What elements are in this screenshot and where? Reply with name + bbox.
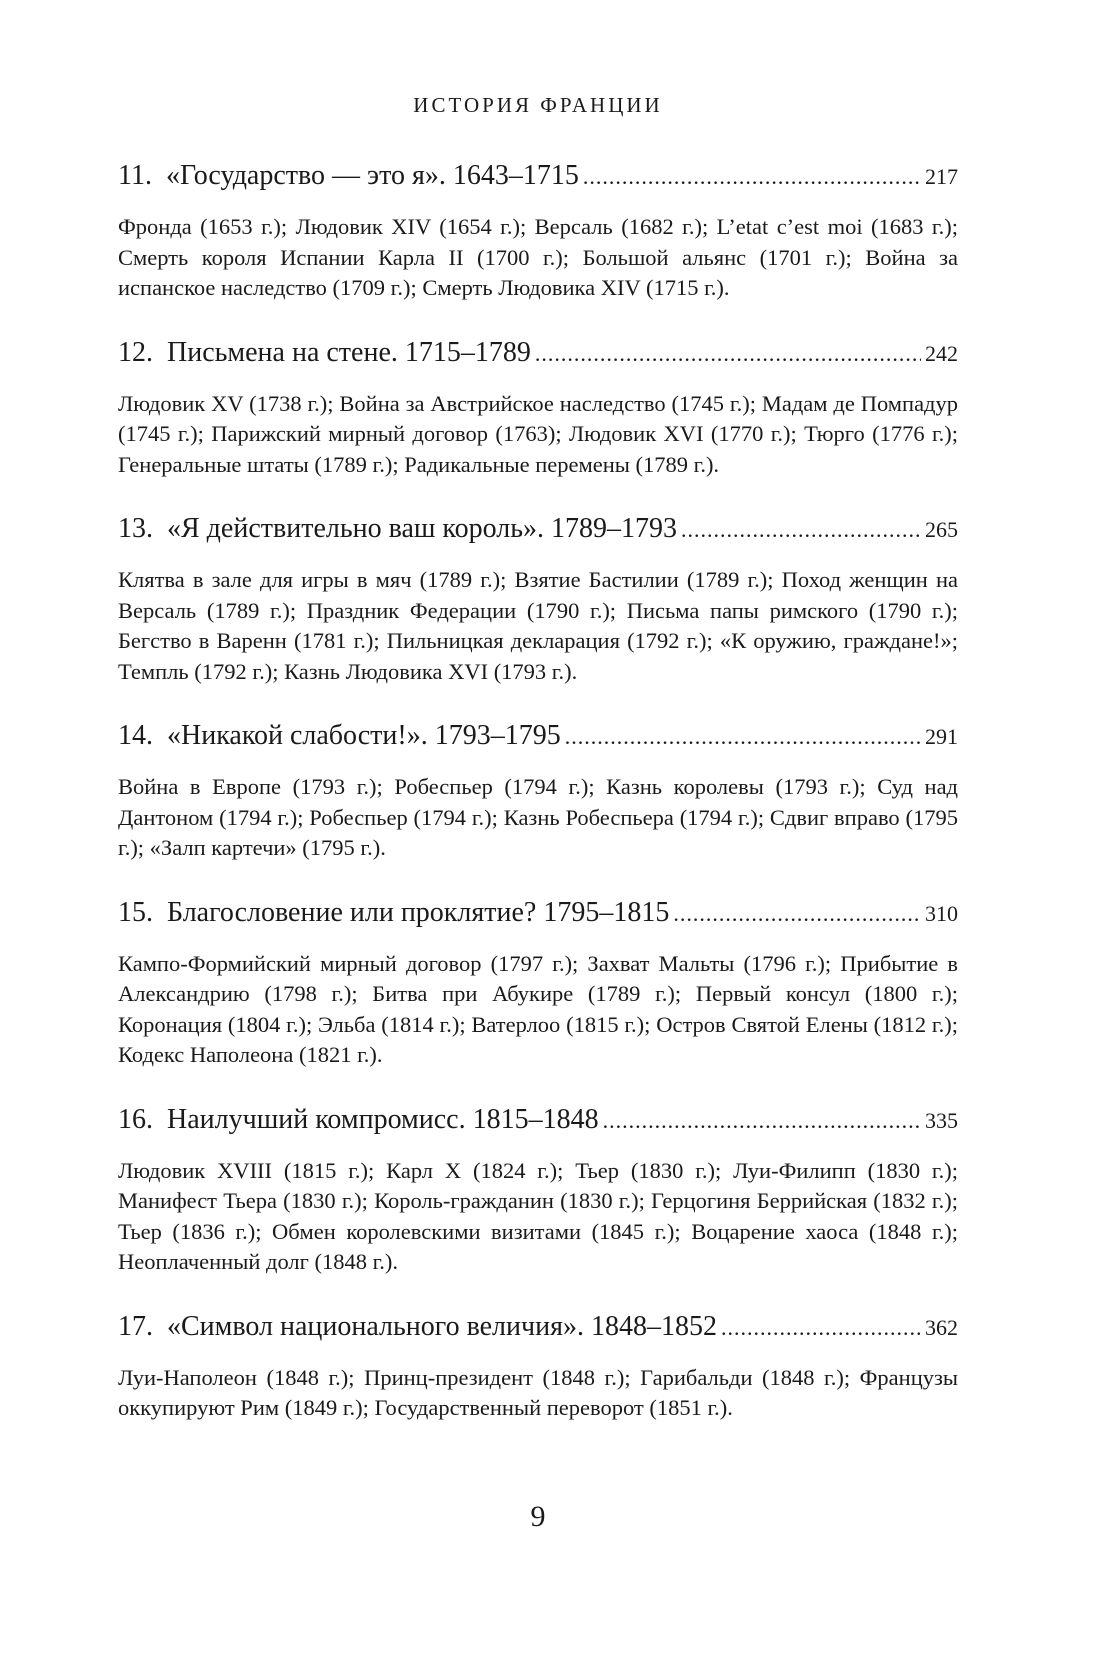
chapter-summary: Кампо-Формийский мирный договор (1797 г.); Захват Мальты (1796 г.); Прибытие в Александрию (1798 г.); Битва при Абукире (1789 г.); Первый консул (1800 г.); Коронация (1804 г.); Эльба (1814 г.); Ватерлоо (1815 г.); Остров Святой Елены (1812 г.); Кодекс Наполеона (1821 г.).: [118, 950, 958, 1067]
page-reference: 362: [925, 1314, 958, 1340]
page-reference: 310: [925, 900, 958, 926]
chapter-title: Наилучший компромисс. 1815–1848: [167, 1103, 599, 1135]
running-head: ИСТОРИЯ ФРАНЦИИ: [413, 93, 663, 117]
chapter-number: 16.: [118, 1103, 153, 1135]
toc-entry-11: [118, 158, 958, 304]
chapter-title: «Я действительно ваш король». 1789–1793: [167, 513, 677, 544]
chapter-title: Благословение или проклятие? 1795–1815: [167, 896, 670, 928]
chapter-summary: Луи-Наполеон (1848 г.); Принц-президент (1848 г.); Гарибальди (1848 г.); Французы оккупируют Рим (1849 г.); Государственный переворот (1851 г.).: [118, 1364, 958, 1420]
dot-leader: [565, 719, 921, 755]
chapter-number: 11.: [118, 160, 152, 191]
table-of-contents: [118, 158, 958, 1455]
chapter-number: 12.: [118, 336, 153, 368]
dot-leader: [535, 336, 921, 372]
page-reference: 265: [925, 517, 958, 542]
page-number: 9: [530, 1500, 546, 1533]
toc-entry-heading: [118, 511, 958, 547]
chapter-summary: Война в Европе (1793 г.); Робеспьер (1794 г.); Казнь королевы (1793 г.); Суд над Дантоном (1794 г.); Робеспьер (1794 г.); Казнь Робеспьера (1794 г.); Сдвиг вправо (1795 г.); «Залп картечи» (1795 г.).: [118, 774, 958, 860]
dot-leader: [673, 896, 921, 932]
page-reference: 217: [925, 164, 958, 189]
chapter-number: 17.: [118, 1310, 153, 1342]
chapter-summary: Фронда (1653 г.); Людовик XIV (1654 г.); Версаль (1682 г.); L’etat c’est moi (1683 г.); Смерть короля Испании Карла II (1700 г.); Большой альянс (1701 г.); Война за испанское наследство (1709 г.); Смерть Людовика XIV (1715 г.).: [118, 214, 958, 300]
chapter-number: 13.: [118, 513, 153, 544]
book-page: [118, 0, 958, 1667]
chapter-title: «Никакой слабости!». 1793–1795: [167, 720, 561, 751]
toc-entry-13: [118, 511, 958, 687]
toc-entry-heading: [118, 1309, 958, 1345]
chapter-summary: Людовик XV (1738 г.); Война за Австрийское наследство (1745 г.); Мадам де Помпадур (1745 г.); Парижский мирный договор (1763); Людовик XVI (1770 г.); Тюрго (1776 г.); Генеральные штаты (1789 г.); Радикальные перемены (1789 г.).: [118, 390, 958, 477]
toc-entry-heading: [118, 718, 958, 754]
chapter-title: «Символ национального величия». 1848–1852: [167, 1310, 717, 1342]
dot-leader: [603, 1103, 921, 1139]
toc-entry-16: [118, 1102, 958, 1278]
chapter-title: Письмена на стене. 1715–1789: [167, 336, 531, 368]
toc-entry-heading: [118, 1102, 958, 1138]
dot-leader: [583, 159, 921, 195]
toc-entry-12: [118, 335, 958, 481]
chapter-number: 14.: [118, 720, 153, 751]
chapter-summary: Людовик XVIII (1815 г.); Карл X (1824 г.); Тьер (1830 г.); Луи-Филипп (1830 г.); Манифест Тьера (1830 г.); Король-гражданин (1830 г.); Герцогиня Беррийская (1832 г.); Тьер (1836 г.); Обмен королевскими визитами (1845 г.); Воцарение хаоса (1848 г.); Неоплаченный долг (1848 г.).: [118, 1157, 958, 1274]
toc-entry-17: [118, 1309, 958, 1424]
dot-leader: [721, 1310, 921, 1346]
toc-entry-heading: [118, 895, 958, 931]
dot-leader: [681, 512, 921, 548]
chapter-number: 15.: [118, 896, 153, 928]
toc-entry-15: [118, 895, 958, 1071]
toc-entry-heading: [118, 158, 958, 194]
chapter-summary: Клятва в зале для игры в мяч (1789 г.); Взятие Бастилии (1789 г.); Поход женщин на Версаль (1789 г.); Праздник Федерации (1790 г.); Письма папы римского (1790 г.); Бегство в Варенн (1781 г.); Пильницкая декларация (1792 г.); «К оружию, граждане!»; Темпль (1792 г.); Казнь Людовика XVI (1793 г.).: [118, 567, 958, 684]
page-reference: 335: [925, 1107, 958, 1133]
toc-entry-heading: [118, 335, 958, 371]
page-reference: 242: [925, 340, 958, 366]
toc-entry-14: [118, 718, 958, 864]
page-reference: 291: [925, 724, 958, 749]
chapter-title: «Государство — это я». 1643–1715: [165, 160, 579, 191]
